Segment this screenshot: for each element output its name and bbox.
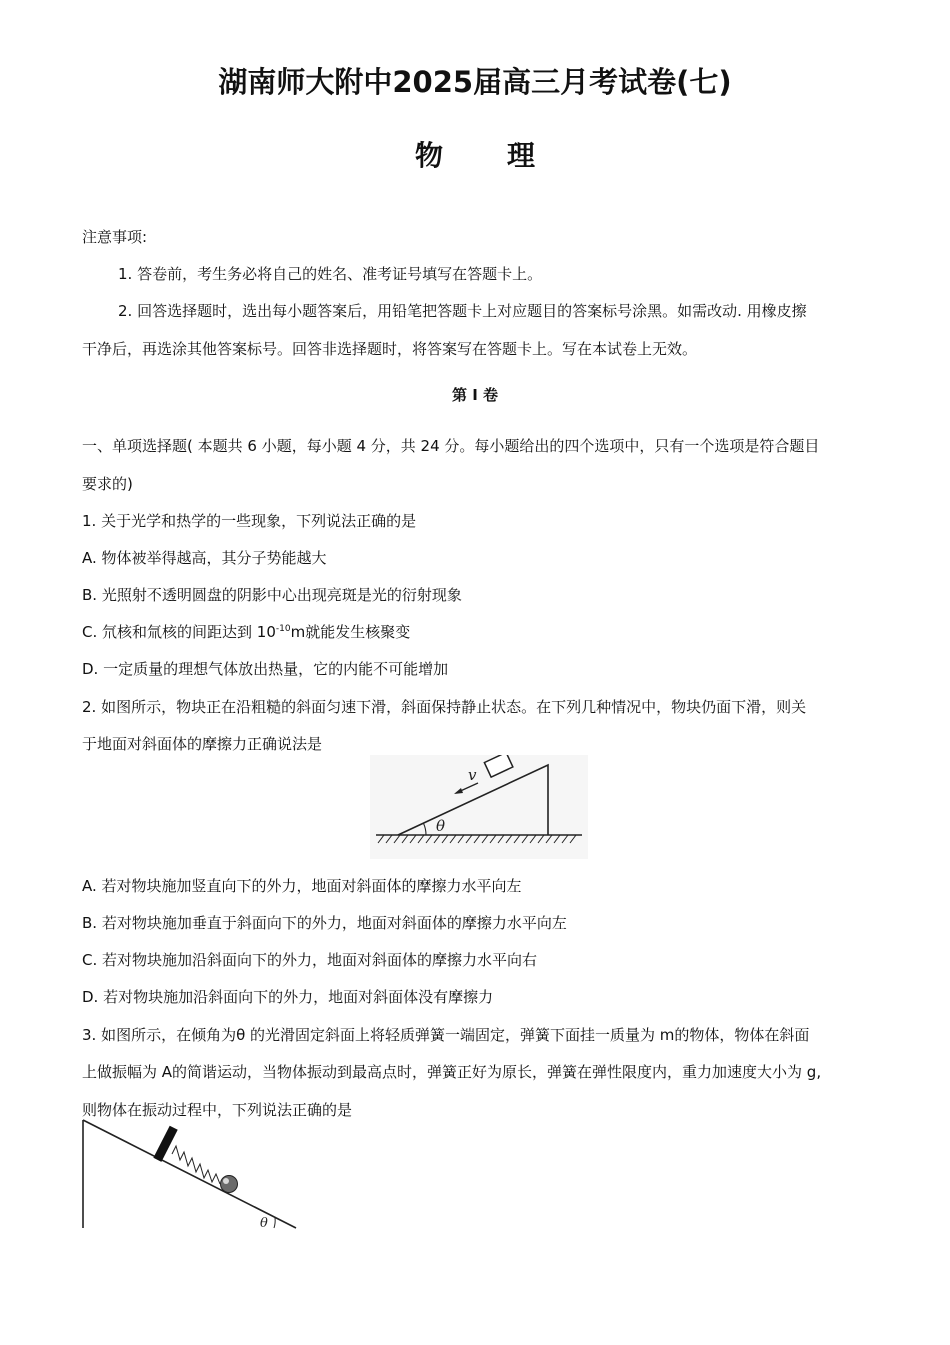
q2-option-d: D. 若对物块施加沿斜面向下的外力，地面对斜面体没有摩擦力 bbox=[82, 988, 494, 1006]
section-instruction-line-2: 要求的) bbox=[82, 475, 133, 493]
oscillating-ball bbox=[221, 1176, 238, 1193]
q2-stem-line-2: 于地面对斜面体的摩擦力正确说法是 bbox=[82, 735, 323, 753]
notes-item-2-line-1: 2. 回答选择题时，选出每小题答案后，用铅笔把答题卡上对应题目的答案标号涂黑。如需改动. 用橡皮擦 bbox=[118, 302, 807, 320]
incline-surface bbox=[83, 1120, 296, 1228]
q1-option-c bbox=[82, 622, 410, 642]
q2-incline-figure bbox=[370, 755, 588, 859]
q2-figure-background bbox=[370, 755, 588, 859]
q2-option-c: C. 若对物块施加沿斜面向下的外力，地面对斜面体的摩擦力水平向右 bbox=[82, 951, 538, 969]
angle-arc bbox=[274, 1218, 275, 1228]
q3-stem-line-3: 则物体在振动过程中，下列说法正确的是 bbox=[82, 1101, 353, 1119]
spring-mount bbox=[153, 1126, 177, 1162]
exam-title: 湖南师大附中2025届高三月考试卷(七) bbox=[218, 65, 732, 99]
q3-stem-line-2: 上做振幅为 A的简谐运动，当物体振动到最高点时，弹簧正好为原长，弹簧在弹性限度内，重力加速度大小为 g, bbox=[82, 1063, 822, 1081]
velocity-label: v bbox=[468, 766, 477, 784]
q1-option-c-exponent: -10 bbox=[275, 624, 291, 634]
q1-option-b: B. 光照射不透明圆盘的阴影中心出现亮斑是光的衍射现象 bbox=[82, 586, 462, 604]
notes-item-1: 1. 答卷前，考生务必将自己的姓名、准考证号填写在答题卡上。 bbox=[118, 265, 543, 283]
notes-heading: 注意事项: bbox=[82, 228, 148, 246]
q2-option-b: B. 若对物块施加垂直于斜面向下的外力，地面对斜面体的摩擦力水平向左 bbox=[82, 914, 567, 932]
angle-label: θ bbox=[436, 817, 446, 835]
q1-option-a: A. 物体被举得越高，其分子势能越大 bbox=[82, 549, 327, 567]
q1-option-c-text-end: m就能发生核聚变 bbox=[290, 623, 411, 641]
q1-option-c-text: C. 氘核和氚核的间距达到 10 bbox=[82, 623, 276, 641]
ball-highlight bbox=[223, 1178, 229, 1184]
subject-char-1: 物 bbox=[414, 139, 443, 172]
volume-heading: 第 Ⅰ 卷 bbox=[451, 386, 499, 404]
notes-item-2-line-2: 干净后，再选涂其他答案标号。回答非选择题时，将答案写在答题卡上。写在本试卷上无效。 bbox=[82, 340, 698, 358]
spring-coil bbox=[172, 1146, 220, 1184]
q3-stem-line-1: 3. 如图所示，在倾角为θ 的光滑固定斜面上将轻质弹簧一端固定，弹簧下面挂一质量为 m的物体，物体在斜面 bbox=[82, 1026, 810, 1044]
q2-stem-line-1: 2. 如图所示，物块正在沿粗糙的斜面匀速下滑，斜面保持静止状态。在下列几种情况中，物块仍面下滑，则关 bbox=[82, 698, 807, 716]
subject-char-2: 理 bbox=[507, 139, 536, 172]
subject-heading bbox=[0, 134, 950, 174]
q2-option-a: A. 若对物块施加竖直向下的外力，地面对斜面体的摩擦力水平向左 bbox=[82, 877, 522, 895]
section-instruction-line-1: 一、单项选择题( 本题共 6 小题，每小题 4 分，共 24 分。每小题给出的四个选项中，只有一个选项是符合题目 bbox=[82, 437, 820, 455]
q1-option-d: D. 一定质量的理想气体放出热量，它的内能不可能增加 bbox=[82, 660, 449, 678]
angle-label: θ bbox=[260, 1216, 268, 1230]
q3-spring-figure bbox=[78, 1116, 300, 1230]
q1-stem: 1. 关于光学和热学的一些现象，下列说法正确的是 bbox=[82, 512, 417, 530]
